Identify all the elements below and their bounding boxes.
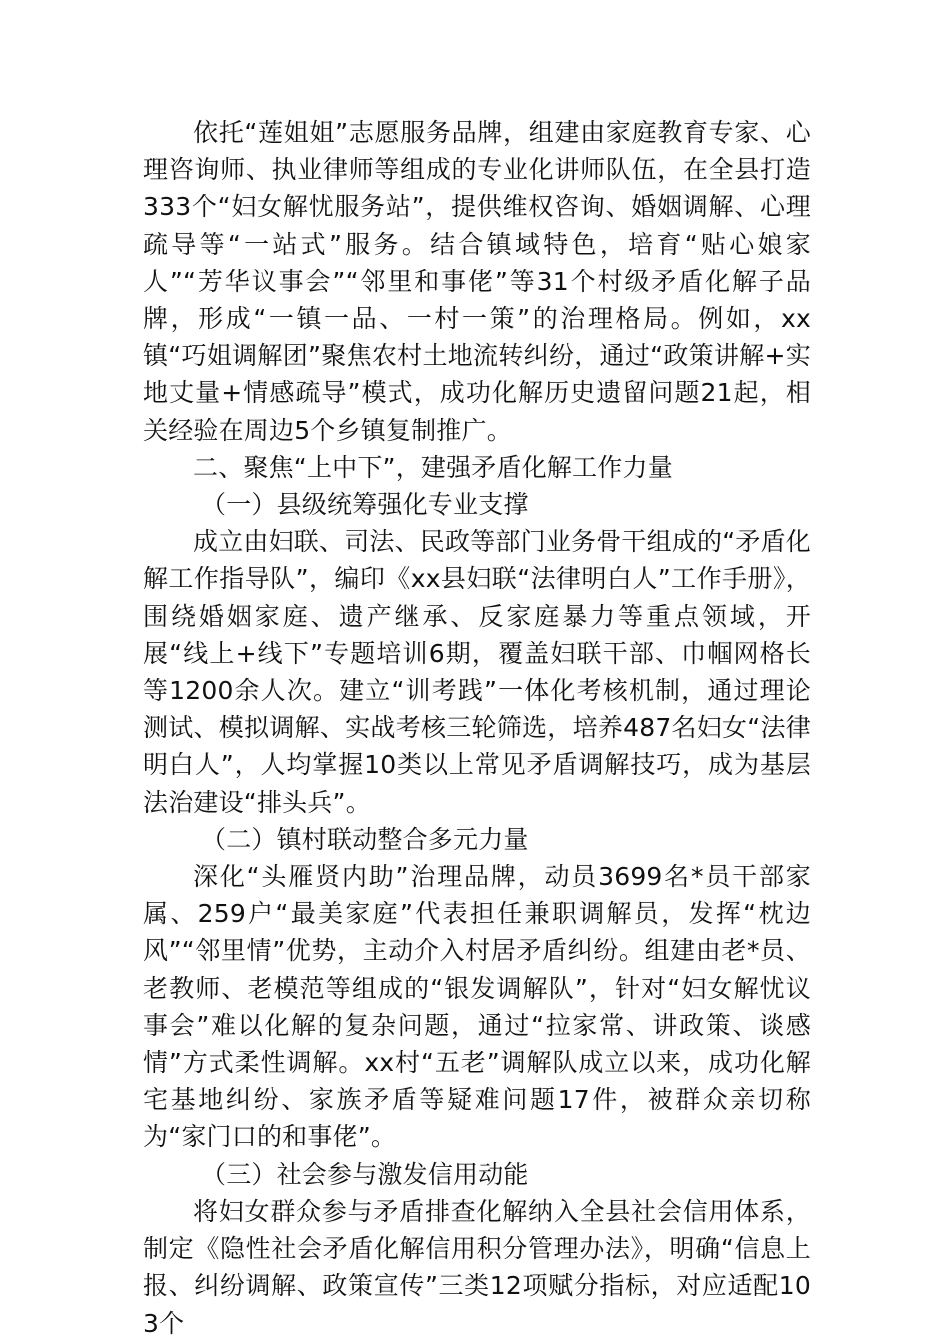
paragraph-service-station-brand: 依托“莲姐姐”志愿服务品牌，组建由家庭教育专家、心理咨询师、执业律师等组成的专业化讲师队伍，在全县打造333个“妇女解忧服务站”，提供维权咨询、婚姻调解、心理疏导等“一站式”服务。结合镇域特色，培育“贴心娘家人”“芳华议事会”“邻里和事佬”等31个村级矛盾化解子品牌，形成“一镇一品、一村一策”的治理格局。例如，xx镇“巧姐调解团”聚焦农村土地流转纠纷，通过“政策讲解+实地丈量+情感疏导”模式，成功化解历史遗留问题21起，相关经验在周边5个乡镇复制推广。	[143, 118, 811, 445]
paragraph-county-guidance-team: 成立由妇联、司法、民政等部门业务骨干组成的“矛盾化解工作指导队”，编印《xx县妇联“法律明白人”工作手册》，围绕婚姻家庭、遗产继承、反家庭暴力等重点领域，开展“线上+线下”专题培训6期，覆盖妇联干部、巾帼网格长等1200余人次。建立“训考践”一体化考核机制，通过理论测试、模拟调解、实战考核三轮筛选，培养487名妇女“法律明白人”，人均掌握10类以上常见矛盾调解技巧，成为基层法治建设“排头兵”。	[143, 527, 811, 817]
section-heading-two: 二、聚焦“上中下”，建强矛盾化解工作力量	[193, 452, 673, 482]
subsection-heading-county: （一）县级统筹强化专业支撑	[201, 490, 529, 520]
subsection-heading-social-credit: （三）社会参与激发信用动能	[201, 1159, 529, 1189]
document-body	[143, 114, 811, 1342]
paragraph-town-village-mediation: 深化“头雁贤内助”治理品牌，动员3699名*员干部家属、259户“最美家庭”代表担任兼职调解员，发挥“枕边风”“邻里情”优势，主动介入村居矛盾纠纷。组建由老*员、老教师、老模范等组成的“银发调解队”，针对“妇女解忧议事会”难以化解的复杂问题，通过“拉家常、讲政策、谈感情”方式柔性调解。xx村“五老”调解队成立以来，成功化解宅基地纠纷、家族矛盾等疑难问题17件，被群众亲切称为“家门口的和事佬”。	[143, 862, 811, 1152]
subsection-heading-town-village: （二）镇村联动整合多元力量	[201, 824, 529, 854]
paragraph-social-credit: 将妇女群众参与矛盾排查化解纳入全县社会信用体系，制定《隐性社会矛盾化解信用积分管理办法》，明确“信息上报、纠纷调解、政策宣传”三类12项赋分指标，对应适配103个	[143, 1196, 811, 1338]
